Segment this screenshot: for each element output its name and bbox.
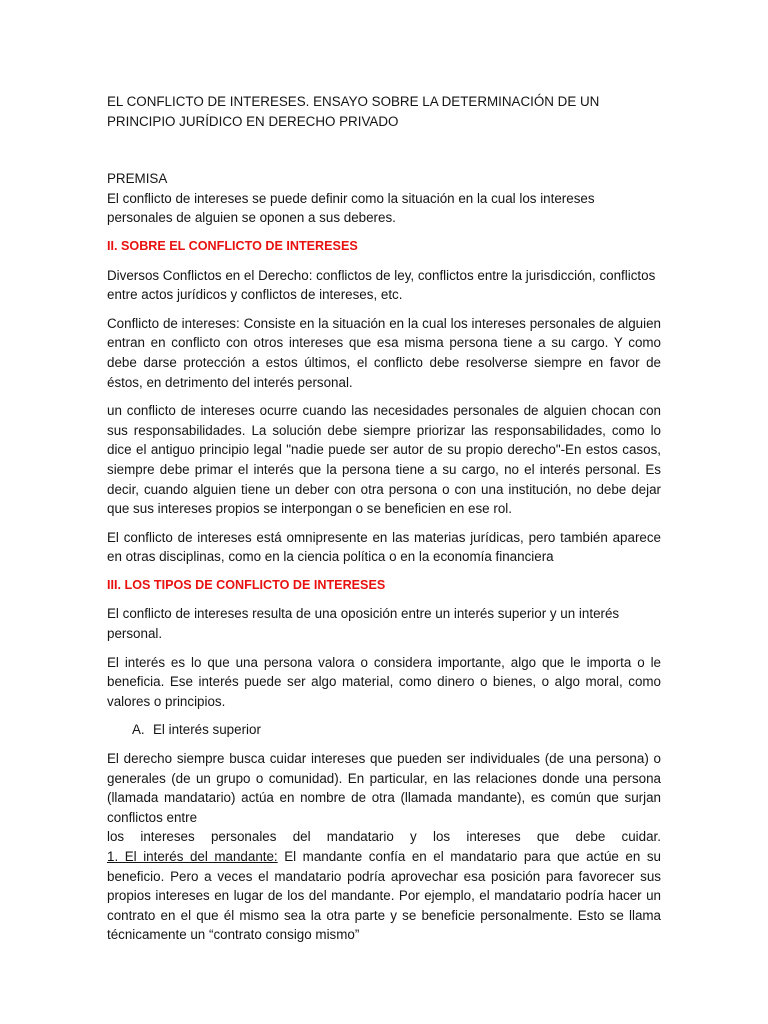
premisa-paragraph: El conflicto de intereses se puede definir como la situación en la cual los intereses personales de alguien se oponen a sus deberes.: [107, 190, 595, 226]
section-2-heading: II. SOBRE EL CONFLICTO DE INTERESES: [107, 238, 358, 253]
section-2-paragraph-4: El conflicto de intereses está omnipresente en las materias jurídicas, pero también aparece en otras disciplinas, como en la ciencia política o en la economía financiera: [107, 529, 661, 565]
section-2-paragraph-2: Conflicto de intereses: Consiste en la situación en la cual los intereses personales de alguien entran en conflicto con otros intereses que esa misma persona tiene a su cargo. Y como debe darse protección a estos últimos, el conflicto debe resolverse siempre en favor de éstos, en detrimento del interés personal.: [107, 315, 661, 390]
section-3-paragraph-1: El conflicto de intereses resulta de una oposición entre un interés superior y un interés personal.: [107, 606, 620, 642]
list-item-a: [107, 720, 661, 740]
section-3-heading: III. LOS TIPOS DE CONFLICTO DE INTERESES: [107, 577, 386, 592]
section-3-paragraph-3: El derecho siempre busca cuidar intereses que pueden ser individuales (de una persona) o generales (de un grupo o comunidad). En particular, en las relaciones donde una persona (llamada mandatario) actúa en nombre de otra (llamada mandante), es común que surjan conflictos entre: [107, 751, 661, 825]
subsection-1-label: 1. El interés del mandante:: [107, 849, 278, 864]
subsection-1-paragraph: [107, 847, 661, 945]
list-item-label: El interés superior: [153, 722, 261, 738]
document-title: EL CONFLICTO DE INTERESES. ENSAYO SOBRE LA DETERMINACIÓN DE UN PRINCIPIO JURÍDICO EN DERECHO PRIVADO: [107, 94, 600, 129]
premisa-label: PREMISA: [107, 171, 168, 187]
list-item-letter: A.: [132, 722, 145, 738]
section-2-paragraph-3: un conflicto de intereses ocurre cuando las necesidades personales de alguien chocan con sus responsabilidades. La solución debe siempre priorizar las responsabilidades, como lo dice el antiguo principio legal "nadie puede ser autor de su propio derecho"-En estos casos, siempre debe primar el interés que la persona tiene a su cargo, no el interés personal. Es decir, cuando alguien tiene un deber con otra persona o con una institución, no debe dejar que sus intereses propios se interpongan o se beneficien en ese rol.: [107, 403, 661, 517]
subsection-1-text: El mandante confía en el mandatario para que actúe en su beneficio. Pero a veces el mandatario podría aprovechar esa posición para favorecer sus propios intereses en lugar de los del mandante. Por ejemplo, el mandatario podría hacer un contrato en el que él mismo sea la otra parte y se beneficie personalmente. Esto se llama técnicamente un “contrato consigo mismo”: [107, 849, 661, 943]
section-3-paragraph-2: El interés es lo que una persona valora o considera importante, algo que le importa o le beneficia. Ese interés puede ser algo material, como dinero o bienes, o algo moral, como valores o principios.: [107, 654, 661, 709]
section-3-paragraph-3-last-line: los intereses personales del mandatario y los intereses que debe cuidar.: [107, 829, 661, 845]
section-2-paragraph-1: Diversos Conflictos en el Derecho: conflictos de ley, conflictos entre la jurisdicción, conflictos entre actos jurídicos y conflictos de intereses, etc.: [107, 267, 656, 303]
